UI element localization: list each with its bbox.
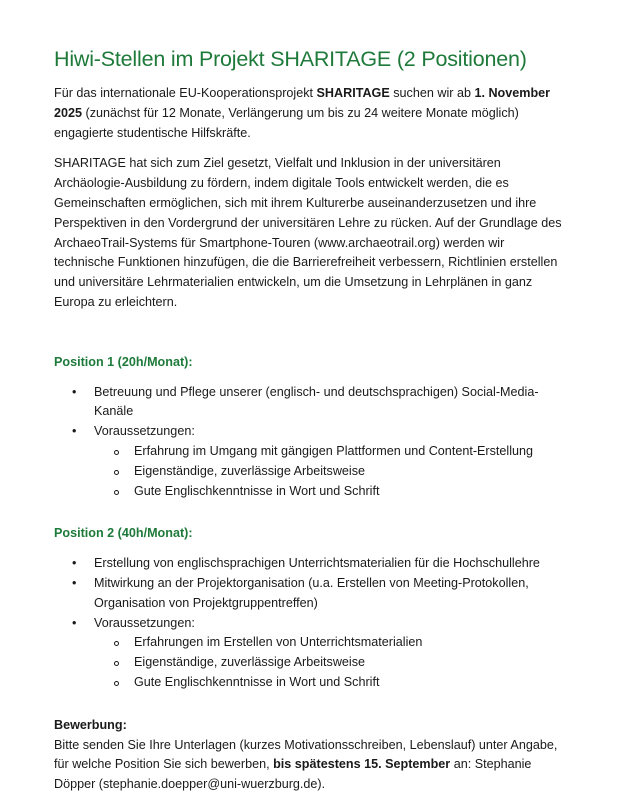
position-1-list [54, 383, 567, 502]
position-2-heading: Position 2 (40h/Monat): [54, 526, 193, 541]
intro-paragraph [54, 84, 567, 143]
requirements-list [94, 442, 567, 501]
application-section [54, 716, 567, 795]
list-item: Eigenständige, zuverlässige Arbeitsweise [134, 653, 567, 673]
intro-text-1: Für das internationale EU-Kooperationsprojekt [54, 86, 317, 100]
list-item: Erfahrung im Umgang mit gängigen Plattformen und Content-Erstellung [134, 442, 567, 462]
position-1-heading: Position 1 (20h/Monat): [54, 354, 193, 369]
list-item: Gute Englischkenntnisse in Wort und Schrift [134, 482, 567, 502]
project-name: SHARITAGE [316, 86, 390, 100]
list-item [94, 422, 567, 501]
application-paragraph [54, 736, 567, 795]
position-2-list [54, 554, 567, 693]
list-item: • Betreuung und Pflege unserer (englisch- und deutschsprachigen) Social-Media-Kanäle [94, 383, 567, 423]
application-text-2: an: Stephanie Döpper (stephanie.doepper@uni-wuerzburg.de). [54, 757, 532, 792]
about-paragraph: SHARITAGE hat sich zum Ziel gesetzt, Vielfalt und Inklusion in der universitären Archäologie-Ausbildung zu fördern, indem digitale Tools entwickelt werden, die es Gemeinschaften ermöglichen, sich mit ihrem Kulturerbe auseinanderzusetzen und ihre Perspektiven in den Vordergrund der universitären Lehre zu rücken. Auf der Grundlage des ArchaeoTrail-Systems für Smartphone-Touren (www.archaeotrail.org) werden wir technische Funktionen hinzufügen, die die Barrierefreiheit verbessern, Richtlinien erstellen und universitäre Lehrmaterialien entwickeln, um die Umsetzung in Lehrplänen in ganz Europa zu erleichtern. [54, 156, 562, 309]
page-title: Hiwi-Stellen im Projekt SHARITAGE (2 Positionen) [54, 47, 527, 71]
list-item: Erfahrungen im Erstellen von Unterrichtsmaterialien [134, 633, 567, 653]
list-item: Eigenständige, zuverlässige Arbeitsweise [134, 462, 567, 482]
position-1-section [54, 353, 567, 502]
start-date: 1. November 2025 [54, 86, 551, 120]
requirements-label: Voraussetzungen: [94, 424, 195, 439]
list-item [94, 614, 567, 693]
intro-text-3: (zunächst für 12 Monate, Verlängerung um bis zu 24 weitere Monate möglich) engagierte studentische Hilfskräfte. [54, 105, 519, 140]
list-item: • Mitwirkung an der Projektorganisation (u.a. Erstellen von Meeting-Protokollen, Organisation von Projektgruppentreffen) [94, 574, 567, 614]
requirements-list [94, 633, 567, 692]
list-item: • Erstellung von englischsprachigen Unterrichtsmaterialien für die Hochschullehre [94, 554, 567, 574]
intro-text-2: suchen wir ab [389, 86, 475, 100]
position-2-section [54, 524, 567, 692]
application-text-1: Bitte senden Sie Ihre Unterlagen (kurzes Motivationsschreiben, Lebenslauf) unter Angabe, für welche Position Sie sich bewerben, [54, 737, 558, 772]
requirements-label: Voraussetzungen: [94, 615, 195, 630]
list-item: Gute Englischkenntnisse in Wort und Schrift [134, 673, 567, 693]
deadline: bis spätestens 15. September [273, 757, 451, 772]
application-heading: Bewerbung: [54, 717, 127, 732]
